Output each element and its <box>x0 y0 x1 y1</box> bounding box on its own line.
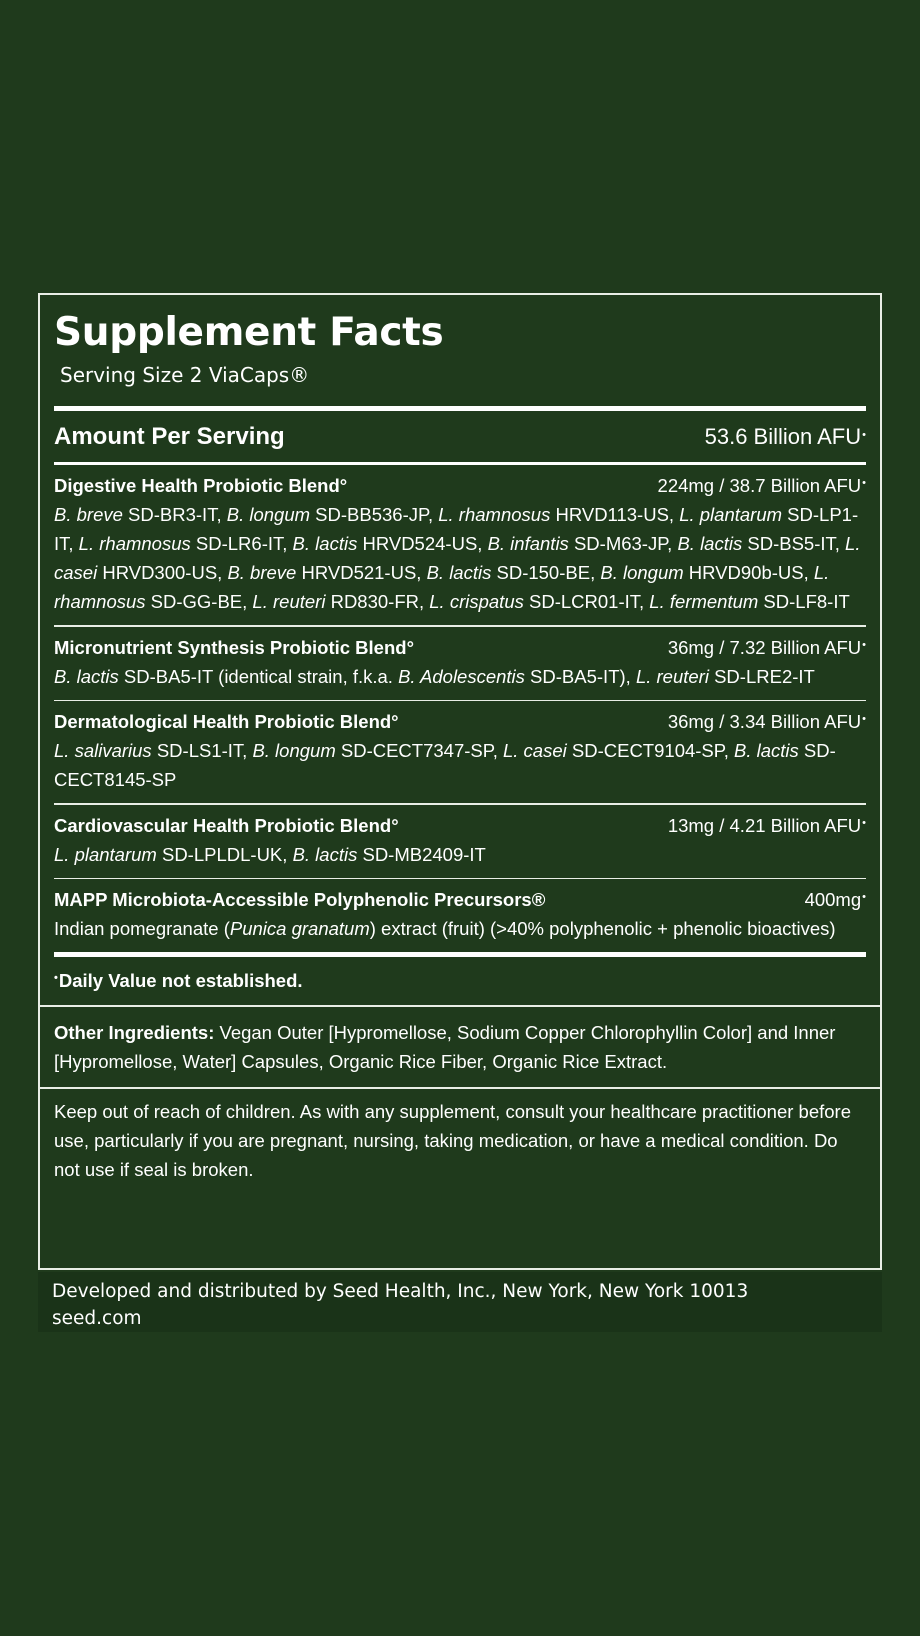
strain-id: SD-MB2409-IT <box>357 843 486 865</box>
strain-id: SD-LS1-IT, <box>151 740 253 761</box>
species-name: B. breve <box>227 562 297 583</box>
dv-mark: • <box>862 429 866 441</box>
blend-header <box>54 637 866 659</box>
blend-row <box>54 879 866 952</box>
blend-ingredients <box>54 840 866 869</box>
strain-id: SD-LF8-IT <box>758 591 850 612</box>
serving-size: Serving Size 2 ViaCaps® <box>60 363 310 387</box>
facts-inner <box>40 310 880 1005</box>
blend-amount-text: 224mg / 38.7 Billion AFU <box>657 475 862 496</box>
strain-id: SD-LCR01-IT, <box>523 591 650 612</box>
blend-amount <box>668 711 866 733</box>
species-name: B. lactis <box>292 843 358 865</box>
species-name: L. casei <box>54 533 861 583</box>
blend-amount <box>668 637 866 659</box>
facts-title: Supplement Facts <box>54 310 444 355</box>
species-name: L. rhamnosus <box>78 533 191 554</box>
blend-header <box>54 815 866 837</box>
amount-per-serving-row <box>54 411 866 462</box>
blend-name: Cardiovascular Health Probiotic Blend° <box>54 814 399 836</box>
species-name: B. lactis <box>292 533 358 554</box>
strain-id: Indian pomegranate ( <box>54 918 230 939</box>
species-name: L. fermentum <box>649 591 759 612</box>
strain-id: ) extract (fruit) (>40% polyphenolic + phenolic bioactives) <box>369 918 836 939</box>
dv-mark: • <box>862 713 866 725</box>
supplement-facts-panel <box>38 293 882 1270</box>
species-name: Punica granatum <box>229 918 370 939</box>
other-ingredients-label: Other Ingredients: <box>54 1022 215 1043</box>
other-ingredients-text: Vegan Outer [Hypromellose, Sodium Copper Chlorophyllin Color] and Inner [Hypromellose, Water] Capsules, Organic Rice Fiber, Organic Rice Extract. <box>54 1022 836 1072</box>
species-name: L. casei <box>502 740 567 761</box>
blend-amount-text: 36mg / 3.34 Billion AFU <box>667 711 862 732</box>
dv-mark: • <box>862 638 866 651</box>
warning-text: Keep out of reach of children. As with any supplement, consult your healthcare practitioner before use, particularly if you are pregnant, nursing, taking medication, or have a medical condition. Do not use if seal is broken. <box>54 1101 851 1180</box>
blend-ingredients <box>54 662 866 691</box>
species-name: B. lactis <box>54 665 119 687</box>
daily-value-text: Daily Value not established. <box>58 970 303 991</box>
dv-note-mark: • <box>54 972 58 984</box>
species-name: B. longum <box>252 740 336 761</box>
dv-mark: • <box>862 816 866 829</box>
species-name: B. longum <box>600 562 684 583</box>
species-name: B. lactis <box>677 533 743 554</box>
blend-name: Micronutrient Synthesis Probiotic Blend° <box>54 636 414 658</box>
strain-id: SD-BB536-JP, <box>310 504 439 525</box>
blend-ingredients <box>54 736 866 794</box>
daily-value-note <box>54 957 866 1005</box>
footer-company: Developed and distributed by Seed Health, Inc., New York, New York 10013 <box>52 1281 749 1302</box>
blend-name: MAPP Microbiota-Accessible Polyphenolic Precursors® <box>54 889 546 910</box>
species-name: L. rhamnosus <box>438 504 551 525</box>
strain-id: SD-CECT7347-SP, <box>335 740 503 761</box>
amount-value-text: 53.6 Billion AFU <box>704 424 862 449</box>
dv-mark: • <box>862 477 866 489</box>
blend-amount-text: 36mg / 7.32 Billion AFU <box>667 636 862 658</box>
strain-id: SD-BA5-IT), <box>524 665 636 687</box>
blend-name: Digestive Health Probiotic Blend° <box>54 475 348 496</box>
strain-id: SD-LPLDL-UK, <box>156 843 293 865</box>
strain-id: SD-CECT9104-SP, <box>566 740 734 761</box>
blend-header <box>54 475 866 497</box>
species-name: L. reuteri <box>635 665 709 687</box>
blend-amount <box>668 815 866 837</box>
blends-list <box>54 465 866 952</box>
blend-amount <box>805 889 866 911</box>
strain-id: SD-LR6-IT, <box>190 533 293 554</box>
strain-id: RD830-FR, <box>325 591 430 612</box>
species-name: B. lactis <box>426 562 492 583</box>
species-name: B. Adolescentis <box>398 665 525 687</box>
blend-ingredients <box>54 914 866 943</box>
species-name: B. breve <box>54 504 123 525</box>
strain-id: SD-LRE2-IT <box>708 665 815 687</box>
species-name: L. plantarum <box>679 504 783 525</box>
strain-id: SD-CECT8145-SP <box>54 740 836 790</box>
blend-amount <box>658 475 866 497</box>
blend-name: Dermatological Health Probiotic Blend° <box>54 711 399 732</box>
other-ingredients <box>54 1007 866 1087</box>
blend-row <box>54 805 866 878</box>
strain-id: HRVD521-US, <box>296 562 427 583</box>
blend-amount-text: 13mg / 4.21 Billion AFU <box>667 814 862 836</box>
strain-id: HRVD524-US, <box>357 533 488 554</box>
strain-id: SD-M63-JP, <box>568 533 678 554</box>
species-name: B. longum <box>226 504 311 525</box>
dv-mark: • <box>862 891 866 903</box>
strain-id: SD-BS5-IT, <box>742 533 846 554</box>
blend-ingredients <box>54 500 866 616</box>
blend-amount-text: 400mg <box>804 889 862 910</box>
strain-id: SD-BA5-IT (identical strain, f.k.a. <box>118 665 399 687</box>
strain-id: HRVD300-US, <box>97 562 228 583</box>
species-name: B. infantis <box>487 533 569 554</box>
footer <box>38 1272 882 1332</box>
strain-id: SD-150-BE, <box>491 562 601 583</box>
species-name: L. rhamnosus <box>54 562 830 612</box>
species-name: L. reuteri <box>252 591 326 612</box>
species-name: L. crispatus <box>429 591 524 612</box>
strain-id: SD-LP1-IT, <box>54 504 859 554</box>
amount-per-serving-value <box>705 424 866 450</box>
species-name: L. plantarum <box>54 843 157 865</box>
blend-row <box>54 465 866 625</box>
blend-row <box>54 701 866 803</box>
strain-id: HRVD90b-US, <box>683 562 814 583</box>
strain-id: SD-GG-BE, <box>145 591 253 612</box>
blend-header <box>54 711 866 733</box>
footer-website: seed.com <box>52 1308 142 1329</box>
blend-header <box>54 889 866 911</box>
species-name: B. lactis <box>734 740 799 761</box>
species-name: L. salivarius <box>54 740 152 761</box>
blend-row <box>54 627 866 700</box>
strain-id: HRVD113-US, <box>550 504 680 525</box>
strain-id: SD-BR3-IT, <box>122 504 227 525</box>
amount-per-serving-label: Amount Per Serving <box>54 423 285 450</box>
